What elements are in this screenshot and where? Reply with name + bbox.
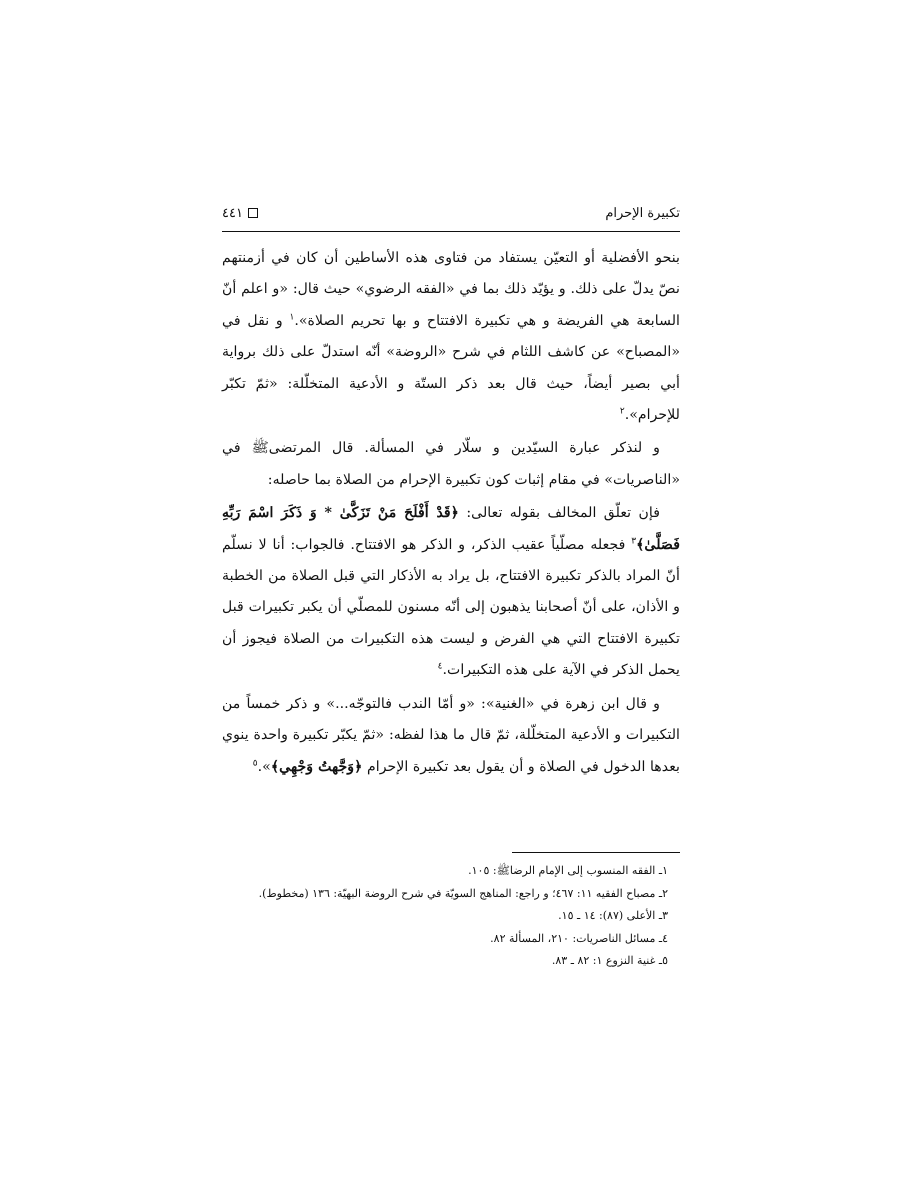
paragraph-2: و لنذكر عبارة السيّدين و سلّار في المسألة. قال المرتضىﷺ في «الناصريات» في مقام إثبات كون تكبيرة الإحرام من الصلاة بما حاصله: [222,440,680,488]
footnote-3: ٣ـ الأعلى (٨٧): ١٤ ـ ١٥. [558,909,668,922]
footnote-ref-1: ١ [289,312,295,323]
paragraph-4 [222,689,680,783]
paragraph-1 [222,243,680,431]
quran-verse-2: ﴿وَجَّهتُ وَجْهِي﴾ [270,758,363,775]
running-head [222,200,680,226]
footnote-1: ١ـ الفقه المنسوب إلى الإمام الرضاﷺ: ١٠٥. [468,864,668,877]
header-rule [222,231,680,232]
footnote-ref-2: ٢ [619,406,625,417]
chapter-title: تكبيرة الإحرام [605,205,680,221]
paragraph-3 [222,498,680,686]
footnote-ref-5: ٥ [252,757,258,768]
footnote-2: ٢ـ مصباح الفقيه ١١: ٤٦٧؛ و راجع: المناهج السويّة في شرح الروضة البهيّة: ١٣٦ (مخطوط). [258,886,668,900]
main-text [222,243,680,785]
footnote-ref-4: ٤ [437,661,443,672]
paragraph-4-text-a: و قال ابن زهرة في «الغنية»: «و أمّا الندب فالتوجّه...» و ذكر خمساً من التكبيرات و الأدعية المتخلّلة، ثمّ قال ما هذا لفظه: «ثمّ يكبّر تكبيرة واحدة ينوي بعدها الدخول في الصلاة و أن يقول بعد تكبيرة الإحرام [222,695,680,775]
footnote-5: ٥ـ غنية النزوع ١: ٨٢ ـ ٨٣. [551,954,668,967]
footnote-rule [512,852,680,853]
footnote-4: ٤ـ مسائل الناصريات: ٢١٠، المسألة ٨٢. [490,931,668,945]
page-number-block [222,206,258,221]
square-box-icon [248,208,258,218]
paragraph-1-text-b: و نقل في «المصباح» عن كاشف اللثام في شرح «الروضة» أنّه استدلّ على ذلك برواية أبي بصير أيضاً، حيث قال بعد ذكر الستّة و الأدعية المتخلّلة: «ثمّ تكبّر للإحرام». [222,312,680,424]
paragraph-1-text-a: بنحو الأفضلية أو التعيّن يستفاد من فتاوى هذه الأساطين أن كان في أزمنتهم نصّ يدلّ على ذلك. و يؤيّد ذلك بما في «الفقه الرضوي» حيث قال: «و اعلم أنّ السابعة هي الفريضة و هي تكبيرة الافتتاح و بها تحريم الصلاة». [222,250,680,329]
footnotes [222,860,680,973]
paragraph-3-text-b: فجعله مصلّياً عقيب الذكر، و الذكر هو الافتتاح. فالجواب: أنا لا نسلّم أنّ المراد بالذكر تكبيرة الافتتاح، بل يراد به الأذكار التي قبل الصلاة من الخطبة و الأذان، على أنّ أصحابنا يذهبون إلى أنّه مسنون للمصلّي أن يكبر تكبيرات قبل تكبيرة الافتتاح التي هي الفرض و ليست هذه التكبيرات من الصلاة فيجوز أن يحمل الذكر في الآية على هذه التكبيرات. [222,536,680,679]
paragraph-3-text-a: فإن تعلّق المخالف بقوله تعالى: [459,505,660,522]
quran-verse-1: ﴿قَدْ أَفْلَحَ مَنْ تَزَكَّىٰ * وَ ذَكَرَ اسْمَ رَبِّهِ فَصَلَّىٰ﴾ [222,505,680,553]
paragraph-4-text-b: ». [257,758,271,775]
footnote-ref-3: ٣ [631,535,637,546]
page-number: ٤٤١ [222,205,243,221]
